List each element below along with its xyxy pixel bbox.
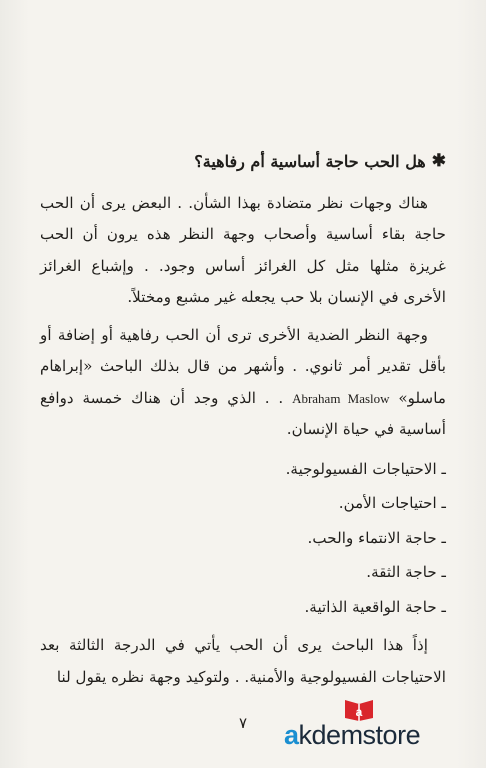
page-body xyxy=(40,146,446,699)
brand-name: akdemstore xyxy=(284,720,421,750)
page-number: ٧ xyxy=(238,714,248,732)
list-item: ـ احتياجات الأمن. xyxy=(338,494,446,512)
section-heading xyxy=(40,146,446,178)
book-logo-icon xyxy=(342,694,376,722)
paragraph-1: هناك وجهات نظر متضادة بهذا الشأن. . البعض يرى أن الحب حاجة بقاء أساسية وأصحاب وجهة النظر هذه يرون أن الحب غريزة مثلها مثل كل الغرائز أساس وجود. . وإشباع الغرائز الأخرى في الإنسان بلا حب يجعله غير مشبع ومختلاً. xyxy=(40,193,446,306)
paragraph-2-text-a: وجهة النظر الضدية الأخرى ترى أن الحب رفاهية أو إضافة أو بأقل تقدير أمر ثانوي. . وأشهر من قال بذلك الباحث «إبراهام ماسلو» xyxy=(40,325,446,407)
store-watermark xyxy=(284,694,474,750)
asterisk-icon: ✱ xyxy=(431,151,446,171)
list-item: ـ حاجة الانتماء والحب. xyxy=(307,528,446,547)
svg-text:a: a xyxy=(355,705,363,719)
needs-list xyxy=(40,452,446,625)
maslow-name: Abraham Maslow xyxy=(292,390,390,406)
list-item: ـ الاحتياجات الفسيولوجية. xyxy=(285,459,446,478)
closing-paragraph: إذاً هذا الباحث يرى أن الحب يأتي في الدرجة الثالثة بعد الاحتياجات الفسيولوجية والأمنية. . ولتوكيد وجهة نظره يقول لنا xyxy=(40,636,446,686)
paragraph-2-text-b: . . الذي وجد أن هناك خمسة دوافع أساسية في حياة الإنسان. xyxy=(40,388,446,438)
list-item: ـ حاجة الثقة. xyxy=(366,563,446,581)
list-item: ـ حاجة الواقعية الذاتية. xyxy=(304,597,446,616)
heading-text: هل الحب حاجة أساسية أم رفاهية؟ xyxy=(194,152,426,171)
paragraph-2 xyxy=(40,320,446,446)
